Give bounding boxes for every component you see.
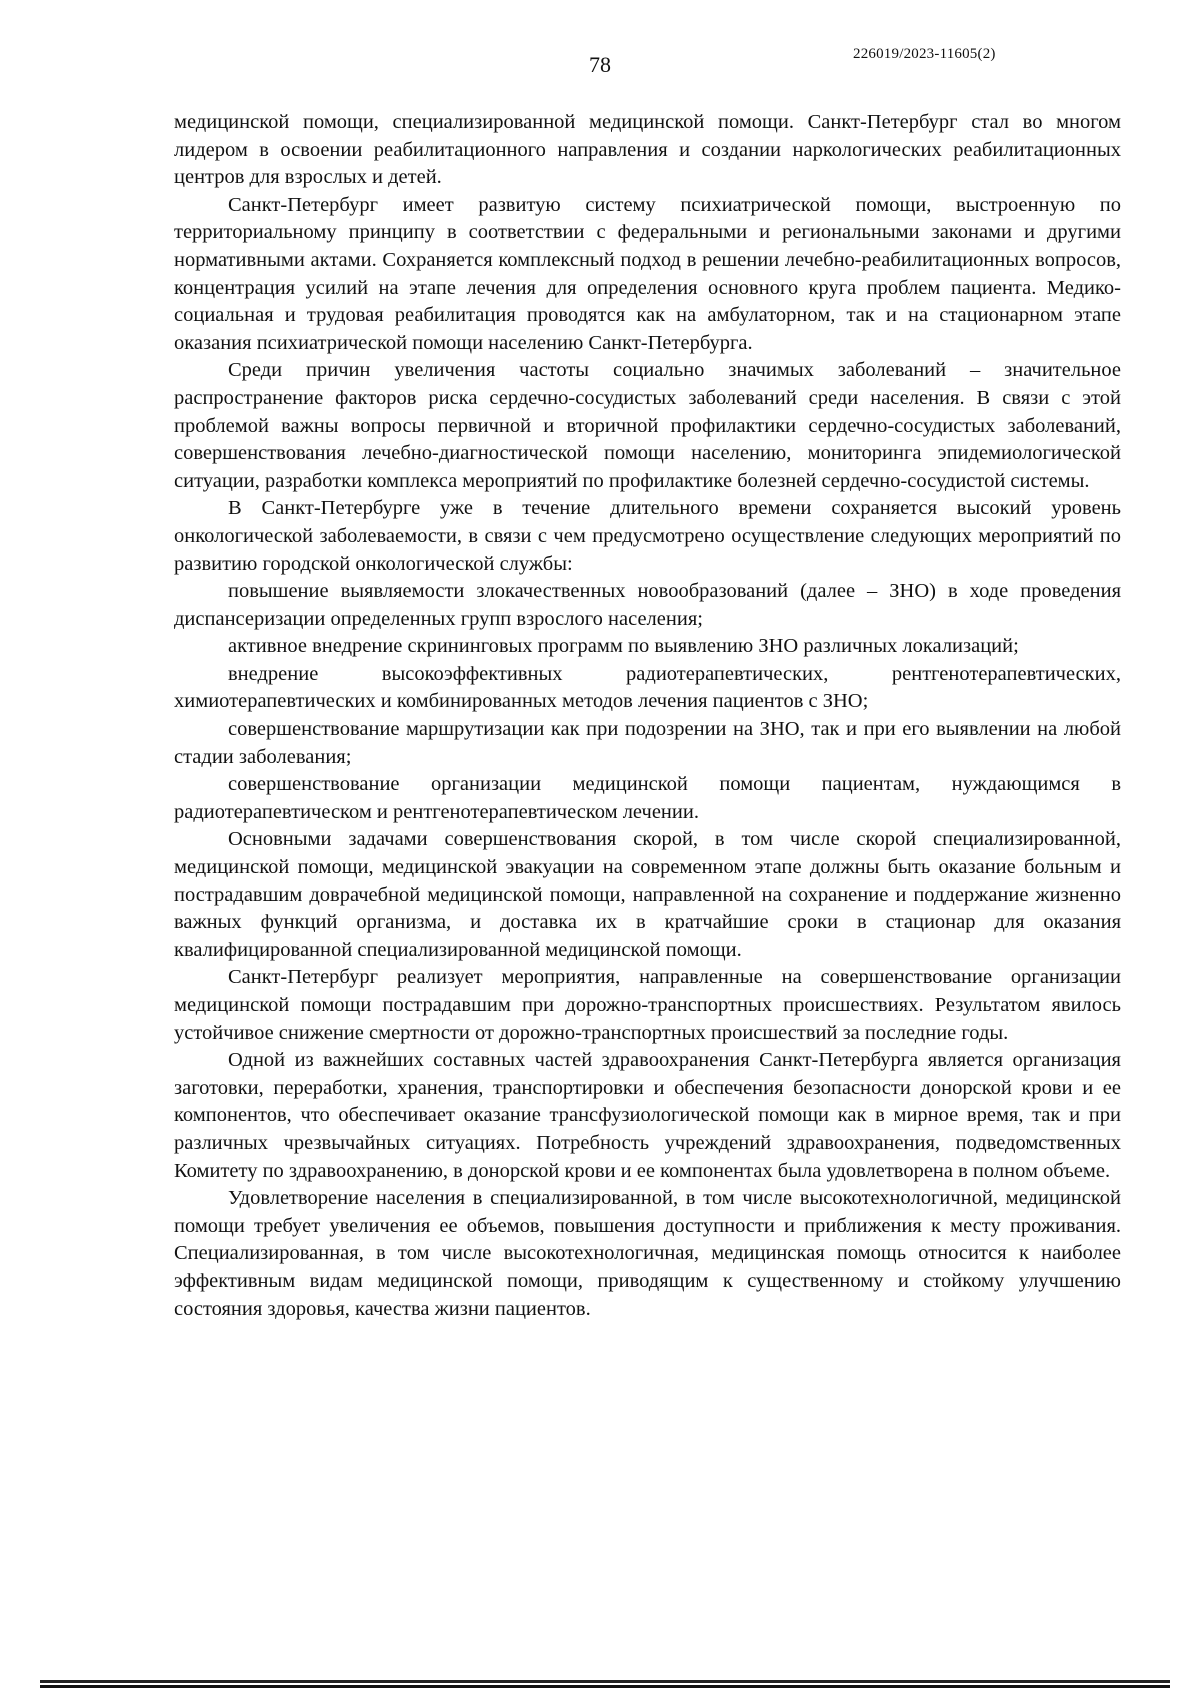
paragraph: Одной из важнейших составных частей здравоохранения Санкт-Петербурга является организация заготовки, переработки, хранения, транспортировки и обеспечения безопасности донорской крови и ее компонентов, что обеспечивает оказание трансфузиологической помощи как в мирное время, так и при различных чрезвычайных ситуациях. Потребность учреждений здравоохранения, подведомственных Комитету по здравоохранению, в донорской крови и ее компонентах была удовлетворена в полном объеме. bbox=[174, 1049, 1121, 1182]
document-id: 226019/2023-11605(2) bbox=[853, 46, 996, 62]
list-item: совершенствование маршрутизации как при подозрении на ЗНО, так и при его выявлении на любой стадии заболевания; bbox=[174, 718, 1121, 768]
document-body bbox=[174, 109, 1121, 1323]
paragraph: Основными задачами совершенствования скорой, в том числе скорой специализированной, медицинской помощи, медицинской эвакуации на современном этапе должны быть оказание больным и пострадавшим доврачебной медицинской помощи, направленной на сохранение и поддержание жизненно важных функций организма, и доставка их в кратчайшие сроки в стационар для оказания квалифицированной специализированной медицинской помощи. bbox=[174, 828, 1121, 961]
list-item: повышение выявляемости злокачественных новообразований (далее – ЗНО) в ходе проведения диспансеризации определенных групп взрослого населения; bbox=[174, 580, 1121, 630]
paragraph: Санкт-Петербург реализует мероприятия, направленные на совершенствование организации медицинской помощи пострадавшим при дорожно-транспортных происшествиях. Результатом явилось устойчивое снижение смертности от дорожно-транспортных происшествий за последние годы. bbox=[174, 966, 1121, 1044]
page-number: 78 bbox=[589, 52, 611, 77]
paragraph: медицинской помощи, специализированной медицинской помощи. Санкт-Петербург стал во многом лидером в освоении реабилитационного направления и создании наркологических реабилитационных центров для взрослых и детей. bbox=[174, 111, 1121, 189]
paragraph: Удовлетворение населения в специализированной, в том числе высокотехнологичной, медицинской помощи требует увеличения ее объемов, повышения доступности и приближения к месту проживания. Специализированная, в том числе высокотехнологичная, медицинская помощь относится к наиболее эффективным видам медицинской помощи, приводящим к существенному и стойкому улучшению состояния здоровья, качества жизни пациентов. bbox=[174, 1187, 1121, 1320]
paragraph: Санкт-Петербург имеет развитую систему психиатрической помощи, выстроенную по территориальному принципу в соответствии с федеральными и региональными законами и другими нормативными актами. Сохраняется комплексный подход в решении лечебно-реабилитационных вопросов, концентрация усилий на этапе лечения для определения основного круга проблем пациента. Медико-социальная и трудовая реабилитация проводятся как на амбулаторном, так и на стационарном этапе оказания психиатрической помощи населению Санкт-Петербурга. bbox=[174, 193, 1121, 354]
list-item: активное внедрение скрининговых программ по выявлению ЗНО различных локализаций; bbox=[228, 635, 1019, 658]
list-item: внедрение высокоэффективных радиотерапевтических, рентгенотерапевтических, химиотерапевтических и комбинированных методов лечения пациентов с ЗНО; bbox=[174, 662, 1121, 713]
list-item: совершенствование организации медицинской помощи пациентам, нуждающимся в радиотерапевтическом и рентгенотерапевтическом лечении. bbox=[174, 773, 1121, 823]
paragraph: Среди причин увеличения частоты социально значимых заболеваний – значительное распространение факторов риска сердечно-сосудистых заболеваний среди населения. В связи с этой проблемой важны вопросы первичной и вторичной профилактики сердечно-сосудистых заболеваний, совершенствования лечебно-диагностической помощи населению, мониторинга эпидемиологической ситуации, разработки комплекса мероприятий по профилактике болезней сердечно-сосудистой системы. bbox=[174, 359, 1121, 492]
page-bottom-border bbox=[40, 1680, 1170, 1688]
paragraph: В Санкт-Петербурге уже в течение длительного времени сохраняется высокий уровень онкологической заболеваемости, в связи с чем предусмотрено осуществление следующих мероприятий по развитию городской онкологической службы: bbox=[174, 497, 1121, 575]
